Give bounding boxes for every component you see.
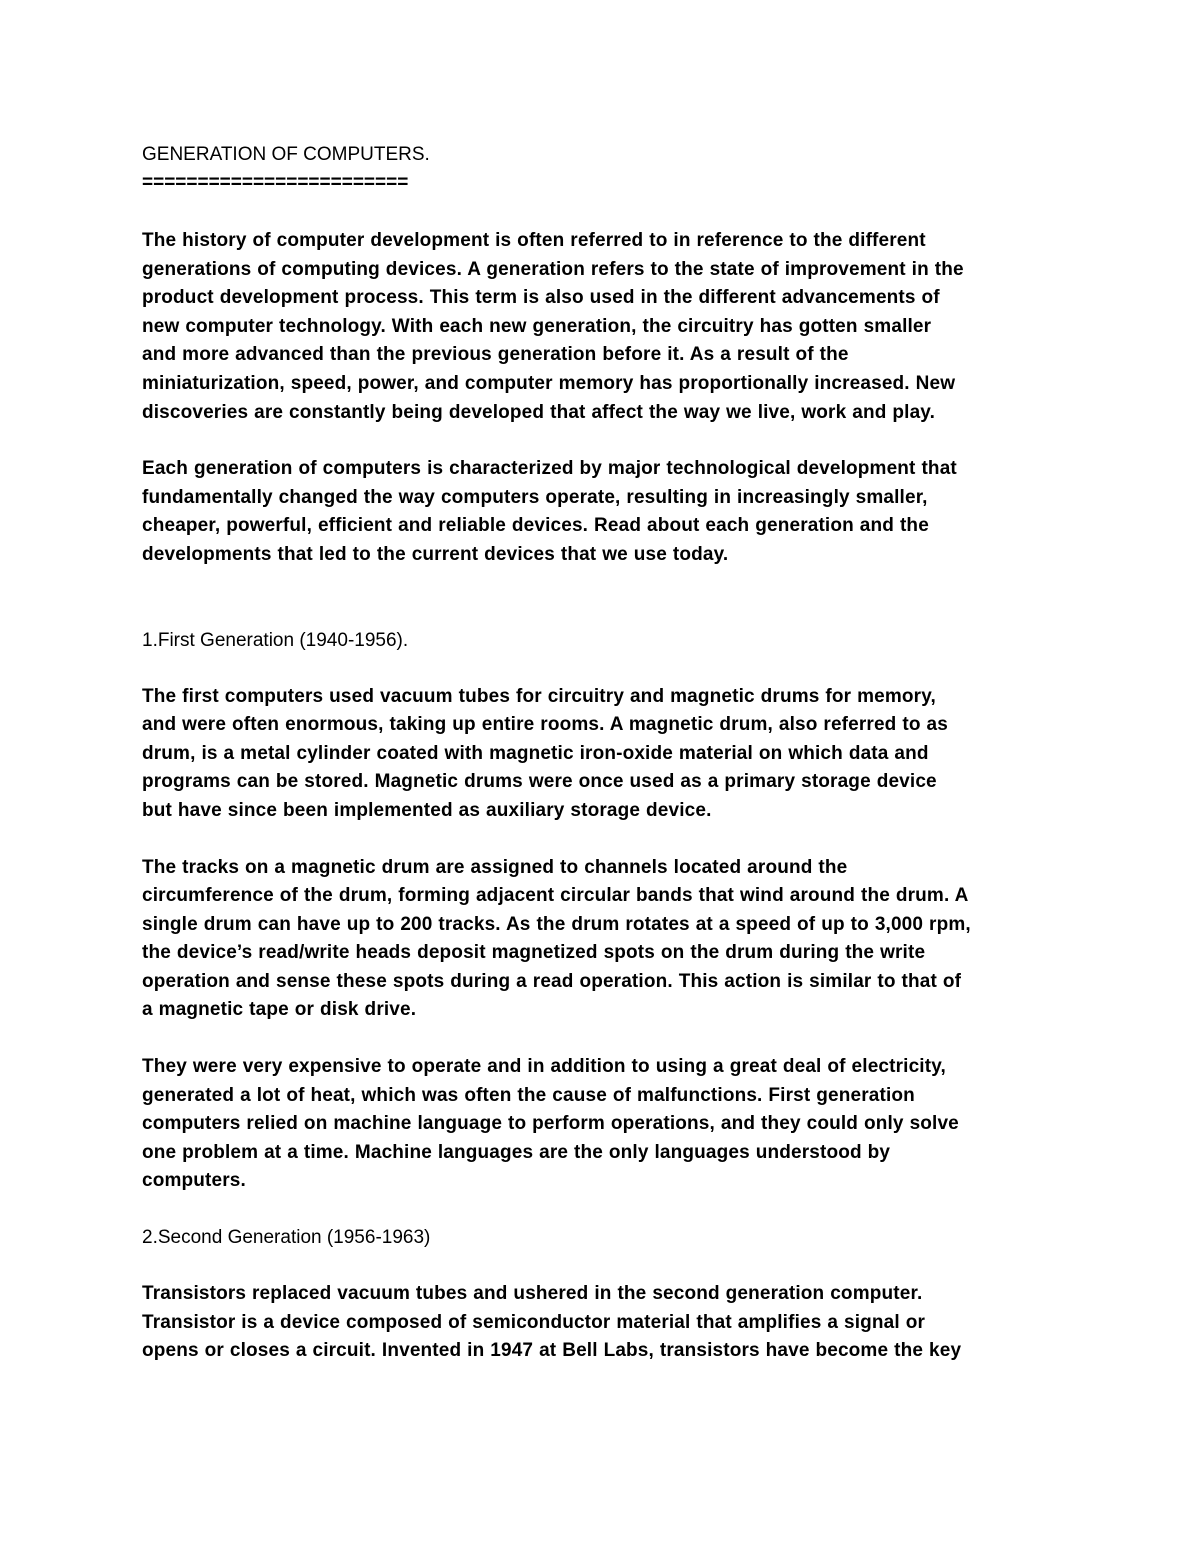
- text-line: Each generation of computers is characterized by major technological development that: [142, 458, 957, 480]
- document-page: [142, 141, 1072, 1366]
- text-line: The history of computer development is often referred to in reference to the different: [142, 230, 926, 251]
- section-heading-second-generation: 2.Second Generation (1956-1963): [142, 1227, 431, 1249]
- text-line: product development process. This term is also used in the different advancements of: [142, 287, 940, 309]
- text-line: computers.: [142, 1170, 246, 1192]
- text-line: discoveries are constantly being developed that affect the way we live, work and play.: [142, 401, 936, 423]
- intro-paragraph-1: [142, 227, 1072, 427]
- title-underline: ========================: [142, 172, 409, 193]
- text-line: and were often enormous, taking up entire rooms. A magnetic drum, also referred to as: [142, 714, 948, 736]
- text-line: Transistors replaced vacuum tubes and ushered in the second generation computer.: [142, 1283, 923, 1305]
- document-title: GENERATION OF COMPUTERS.: [142, 144, 430, 165]
- section-heading-first-generation: 1.First Generation (1940-1956).: [142, 629, 409, 651]
- text-line: They were very expensive to operate and in addition to using a great deal of electricity,: [142, 1056, 946, 1078]
- text-line: a magnetic tape or disk drive.: [142, 999, 417, 1021]
- text-line: and more advanced than the previous generation before it. As a result of the: [142, 344, 849, 366]
- text-line: the device’s read/write heads deposit magnetized spots on the drum during the write: [142, 942, 926, 964]
- second-generation-paragraph-1: [142, 1280, 1072, 1366]
- first-generation-paragraph-3: [142, 1053, 1072, 1196]
- text-line: generations of computing devices. A generation refers to the state of improvement in the: [142, 258, 964, 280]
- text-line: fundamentally changed the way computers operate, resulting in increasingly smaller,: [142, 486, 928, 508]
- text-line: single drum can have up to 200 tracks. As the drum rotates at a speed of up to 3,000 rpm,: [142, 913, 971, 935]
- first-generation-paragraph-2: [142, 854, 1072, 1026]
- text-line: developments that led to the current devices that we use today.: [142, 543, 729, 565]
- text-line: opens or closes a circuit. Invented in 1947 at Bell Labs, transistors have become the key: [142, 1340, 962, 1362]
- text-line: cheaper, powerful, efficient and reliable devices. Read about each generation and the: [142, 515, 929, 537]
- text-line: operation and sense these spots during a read operation. This action is similar to that of: [142, 970, 962, 992]
- text-line: Transistor is a device composed of semiconductor material that amplifies a signal or: [142, 1311, 926, 1333]
- text-line: The first computers used vacuum tubes for circuitry and magnetic drums for memory,: [142, 685, 936, 707]
- text-line: computers relied on machine language to perform operations, and they could only solve: [142, 1113, 959, 1135]
- text-line: new computer technology. With each new generation, the circuitry has gotten smaller: [142, 315, 932, 337]
- text-line: but have since been implemented as auxiliary storage device.: [142, 799, 712, 821]
- text-line: generated a lot of heat, which was often the cause of malfunctions. First generation: [142, 1084, 915, 1106]
- text-line: drum, is a metal cylinder coated with magnetic iron-oxide material on which data and: [142, 742, 929, 764]
- first-generation-paragraph-1: [142, 683, 1072, 826]
- text-line: circumference of the drum, forming adjacent circular bands that wind around the drum. A: [142, 885, 969, 907]
- text-line: The tracks on a magnetic drum are assigned to channels located around the: [142, 856, 848, 878]
- text-line: miniaturization, speed, power, and computer memory has proportionally increased. New: [142, 372, 956, 394]
- intro-paragraph-2: [142, 455, 1072, 569]
- text-line: programs can be stored. Magnetic drums were once used as a primary storage device: [142, 771, 937, 793]
- text-line: one problem at a time. Machine languages are the only languages understood by: [142, 1141, 891, 1163]
